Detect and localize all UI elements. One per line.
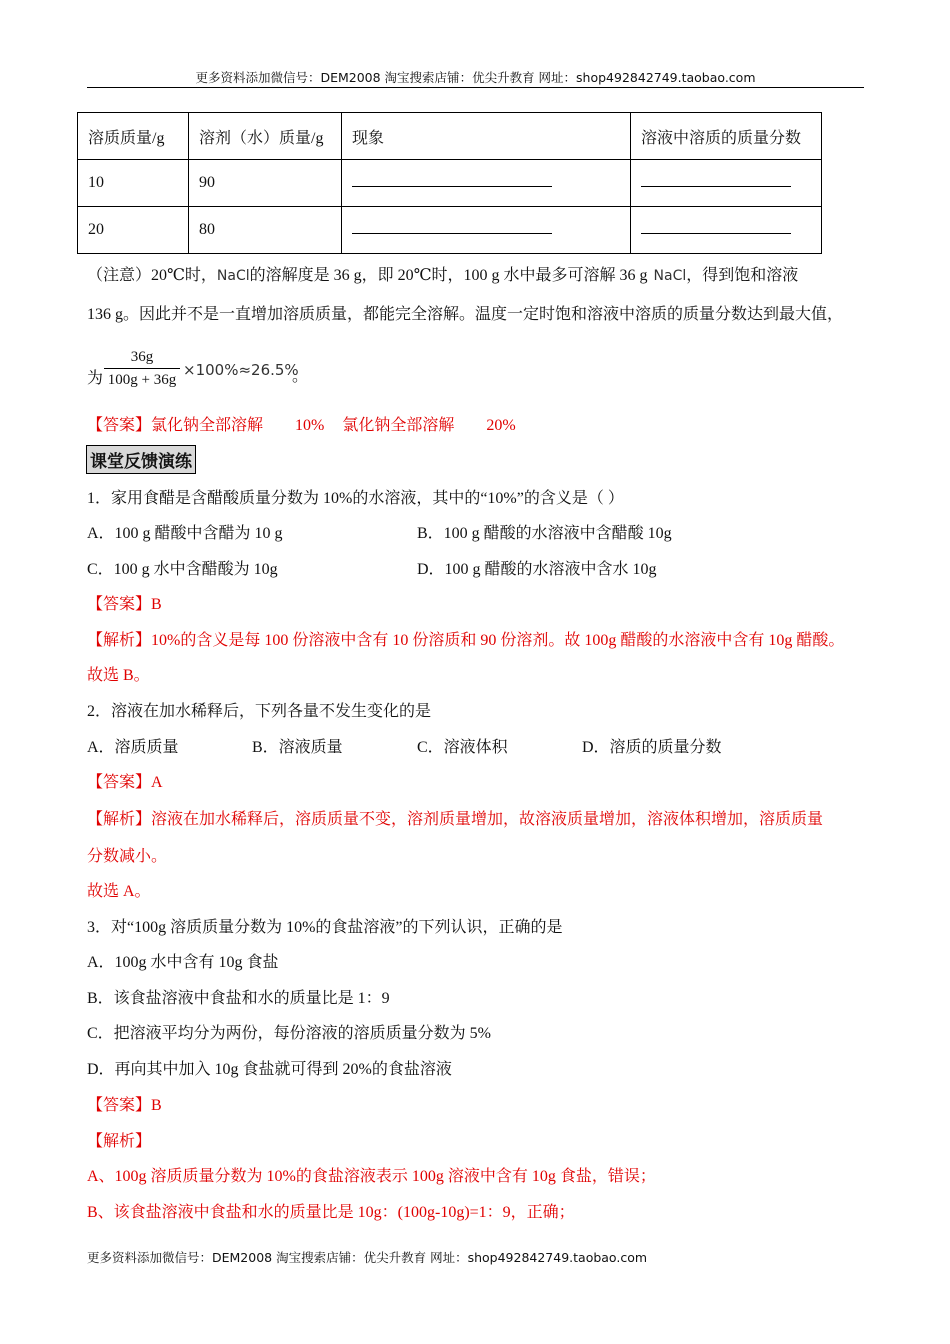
answer-line [87, 412, 516, 435]
note-text: 的溶解度是 36 g，即 20℃时，100 g 水中最多可溶解 36 g [249, 267, 648, 284]
q3-analysis-label: 【解析】 [87, 1133, 152, 1150]
note-text: ，得到饱和溶液 [686, 267, 799, 284]
table-cell: 80 [189, 207, 342, 254]
q2-conclusion: 故选 A。 [87, 883, 151, 900]
q3-analysis-a: A、100g 溶质质量分数为 10%的食盐溶液表示 100g 溶液中含有 10g 食盐，错误； [87, 1168, 656, 1185]
page-header: 更多资料添加微信号：DEM2008 淘宝搜索店铺：优尖升教育 网址：shop492842749.taobao.com [195, 70, 756, 85]
answer-blank [641, 174, 791, 187]
nacl-formula: NaCl [216, 268, 250, 284]
table-row [78, 207, 822, 254]
answer-item: 氯化钠全部溶解 [342, 417, 455, 434]
nacl-formula: NaCl [653, 268, 687, 284]
answer-blank [641, 221, 791, 234]
fraction-numerator: 36g [104, 346, 180, 369]
q1-option-d: D．100 g 醋酸的水溶液中含水 10g [417, 561, 657, 578]
q2-stem: 2．溶液在加水稀释后，下列各量不发生变化的是 [87, 703, 432, 720]
q2-answer: 【答案】A [87, 774, 163, 791]
table-header-cell: 现象 [342, 113, 631, 160]
q2-option-a: A．溶质质量 [87, 739, 179, 756]
answer-blank [352, 174, 552, 187]
q1-option-b: B．100 g 醋酸的水溶液中含醋酸 10g [417, 525, 672, 542]
section-title: 课堂反馈演练 [86, 445, 196, 474]
table-header-row [78, 113, 822, 160]
table-cell-blank [631, 160, 822, 207]
page-footer: 更多资料添加微信号：DEM2008 淘宝搜索店铺：优尖升教育 网址：shop492842749.taobao.com [87, 1250, 648, 1265]
note-prefix: 为 [87, 370, 104, 387]
fraction-denominator: 100g + 36g [107, 372, 177, 388]
fraction [104, 346, 180, 391]
note-line-2: 136 g。因此并不是一直增加溶质质量，都能完全溶解。温度一定时饱和溶液中溶质的质量分数达到最大值， [87, 306, 844, 323]
q1-analysis: 【解析】10%的含义是每 100 份溶液中含有 10 份溶质和 90 份溶剂。故 100g 醋酸的水溶液中含有 10g 醋酸。 [87, 632, 845, 649]
q3-option-a: A．100g 水中含有 10g 食盐 [87, 954, 279, 971]
q1-option-c: C．100 g 水中含醋酸为 10g [87, 561, 278, 578]
answer-item: 10% [295, 417, 325, 434]
q2-analysis-1: 【解析】溶液在加水稀释后，溶质质量不变，溶剂质量增加，故溶液质量增加，溶液体积增加，溶质质量 [87, 811, 824, 828]
q3-option-d: D．再向其中加入 10g 食盐就可得到 20%的食盐溶液 [87, 1061, 452, 1078]
q3-analysis-b: B、该食盐溶液中食盐和水的质量比是 10g：(100g-10g)=1：9，正确； [87, 1204, 575, 1221]
table-cell: 10 [78, 160, 189, 207]
answer-item: 20% [486, 417, 516, 434]
table-cell: 90 [189, 160, 342, 207]
q3-answer: 【答案】B [87, 1097, 162, 1114]
table-header-cell: 溶质质量/g [78, 113, 189, 160]
q2-option-c: C．溶液体积 [417, 739, 508, 756]
table-cell-blank [342, 207, 631, 254]
note-text: （注意）20℃时， [87, 267, 217, 284]
table-cell-blank [342, 160, 631, 207]
formula-end: 。 [292, 368, 309, 385]
table-cell: 20 [78, 207, 189, 254]
table-cell-blank [631, 207, 822, 254]
q1-answer: 【答案】B [87, 596, 162, 613]
header-rule [87, 87, 864, 88]
q3-stem: 3．对“100g 溶质质量分数为 10%的食盐溶液”的下列认识，正确的是 [87, 919, 563, 936]
q3-option-b: B．该食盐溶液中食盐和水的质量比是 1：9 [87, 990, 390, 1007]
q1-stem: 1．家用食醋是含醋酸质量分数为 10%的水溶液，其中的“10%”的含义是（ ） [87, 490, 624, 507]
q2-option-b: B．溶液质量 [252, 739, 343, 756]
q2-analysis-2: 分数减小。 [87, 848, 168, 865]
q3-option-c: C．把溶液平均分为两份，每份溶液的溶质质量分数为 5% [87, 1025, 492, 1042]
q2-option-d: D．溶质的质量分数 [582, 739, 722, 756]
table-header-cell: 溶液中溶质的质量分数 [631, 113, 822, 160]
solution-table [77, 112, 822, 254]
table-header-cell: 溶剂（水）质量/g [189, 113, 342, 160]
answer-item: 氯化钠全部溶解 [151, 417, 264, 434]
answer-blank [352, 221, 552, 234]
note-line-1 [87, 262, 798, 285]
formula-tail: ×100%≈26.5% [183, 361, 299, 379]
q1-conclusion: 故选 B。 [87, 667, 150, 684]
answer-label: 【答案】 [87, 417, 152, 434]
q1-option-a: A．100 g 醋酸中含醋为 10 g [87, 525, 283, 542]
table-row [78, 160, 822, 207]
